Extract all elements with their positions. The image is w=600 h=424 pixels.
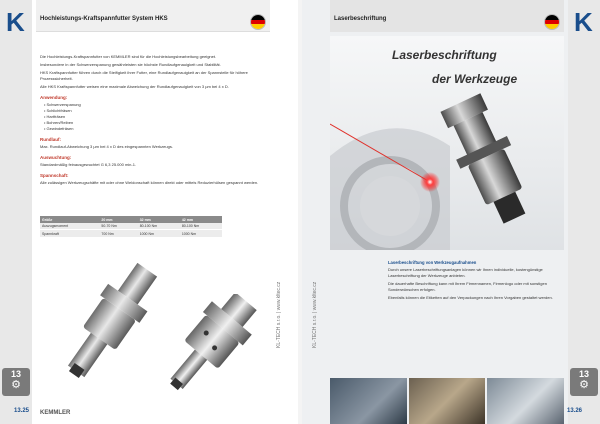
left-page xyxy=(0,0,298,424)
column-header: 42 mm xyxy=(180,216,222,223)
right-side-strip xyxy=(568,0,600,424)
section-heading: Spannschaft: xyxy=(40,173,69,178)
germany-flag-icon xyxy=(544,14,560,30)
table-cell: 50-70 Nm xyxy=(99,223,137,230)
laser-machine-illustration xyxy=(330,36,564,250)
section-text: Alle zulässigen Werkzeugschäfte mit oder ohne Weldonschaft können direkt oder mittels Reduzierhülsen gespannt werden. xyxy=(40,180,259,185)
column-header: 32 mm xyxy=(138,216,180,223)
table-cell: 80-100 Nm xyxy=(180,223,222,230)
intro-line: Alle HKS Kraftspannfutter weisen eine maximale Abweichung der Rundlaufgenauigkeit von 3 µm bei 4 x D. xyxy=(40,84,229,89)
chapter-tab-right[interactable] xyxy=(570,368,598,396)
list-item: • Schlichtfräsen xyxy=(44,108,72,113)
intro-line: Die Hochleistungs-Kraftspannfutter von KEMMLER sind für die Hochleistungsbearbeitung geeignet. xyxy=(40,54,217,59)
hero-headline-line1: Laserbeschriftung xyxy=(392,48,497,62)
table-row xyxy=(40,223,222,230)
section-heading: Rundlauf: xyxy=(40,137,61,142)
section-text: Standardmäßig feinausgewuchtet G 6,3 25.000 min-1. xyxy=(40,162,137,167)
website-left: KL-TECH s.r.o. | www.kltec.cz xyxy=(276,281,282,348)
table-cell: Spannkraft xyxy=(40,230,99,237)
website-right: KL-TECH s.r.o. | www.kltec.cz xyxy=(312,281,318,348)
section-heading: Laserbeschriftung von Werkzeugaufnahmen xyxy=(388,260,477,265)
column-header: Größe xyxy=(40,216,99,223)
left-body-text xyxy=(40,54,266,188)
section-heading: Auswuchtung: xyxy=(40,155,72,160)
table-cell: 700 Nm xyxy=(99,230,137,237)
photo-tools xyxy=(409,378,486,424)
page-title-left: Hochleistungs-Kraftspannfutter System HKS xyxy=(40,16,168,22)
photo-strip xyxy=(330,378,564,424)
right-body-text xyxy=(388,260,560,304)
table-row xyxy=(40,230,222,237)
gear-icon: ⚙ xyxy=(579,379,589,391)
hero-headline-line2: der Werkzeuge xyxy=(432,72,518,86)
intro-line: Insbesondere in der Schwerzerspanung gewährleisten sie höchste Rundlaufgenauigkeit und Stabilität. xyxy=(40,62,221,67)
left-side-strip xyxy=(0,0,32,424)
germany-flag-icon xyxy=(250,14,266,30)
column-header: 20 mm xyxy=(99,216,137,223)
hero-image xyxy=(330,36,564,250)
table-cell: 1000 Nm xyxy=(180,230,222,237)
table-cell: Auszugsmoment xyxy=(40,223,99,230)
brand-logo: KEMMLER xyxy=(40,410,71,416)
table-cell: 80-100 Nm xyxy=(138,223,180,230)
intro-line: HKS Kraftspannfutter führen durch die Steifigkeit ihrer Futter, eine Rundlaufgenauigkeit an der Spannstelle für höhere Prozesssicherheit. xyxy=(40,70,248,81)
k-logo: K xyxy=(574,7,593,37)
paragraph: Durch unsere Laserbeschriftungsanlagen können wir Ihnen individuelle, kostengünstige Laserbeschriftung der Werkzeuge anbieten. xyxy=(388,267,543,278)
spec-table xyxy=(40,216,222,238)
section-heading: Anwendung: xyxy=(40,95,68,100)
page-number-left: 13.25 xyxy=(14,408,30,414)
list-item: • Schwerzerspanung xyxy=(44,102,81,107)
photo-labels xyxy=(487,378,564,424)
chapter-number: 13 xyxy=(578,369,589,379)
k-logo: K xyxy=(6,7,25,37)
section-text: Max. Rundlauf-Abweichung 3 µm bei 4 x D des eingespannten Werkzeugs. xyxy=(40,144,173,149)
chapter-tab-left[interactable] xyxy=(2,368,30,396)
chuck-product-image-2 xyxy=(150,294,270,394)
gear-icon: ⚙ xyxy=(11,379,21,391)
list-item: • Bohren/Reiben xyxy=(44,120,74,125)
list-item: • Hartfräsen xyxy=(44,114,66,119)
page-title-right: Laserbeschriftung xyxy=(334,16,387,22)
paragraph: Ebenfalls können die Etiketten auf den Verpackungen nach Ihren Vorgaben gestaltet werden. xyxy=(388,295,553,301)
paragraph: Die dauerhafte Beschriftung kann mit Ihrem Firmennamen, Firmenlogo oder mit sonstigen Sonderwünschen erfolgen. xyxy=(388,281,547,292)
list-item: • Gewindefräsen xyxy=(44,126,74,131)
table-header-row xyxy=(40,216,222,223)
photo-machine xyxy=(330,378,407,424)
table-cell: 1000 Nm xyxy=(138,230,180,237)
page-number-right: 13.26 xyxy=(567,408,583,414)
chapter-number: 13 xyxy=(10,369,21,379)
